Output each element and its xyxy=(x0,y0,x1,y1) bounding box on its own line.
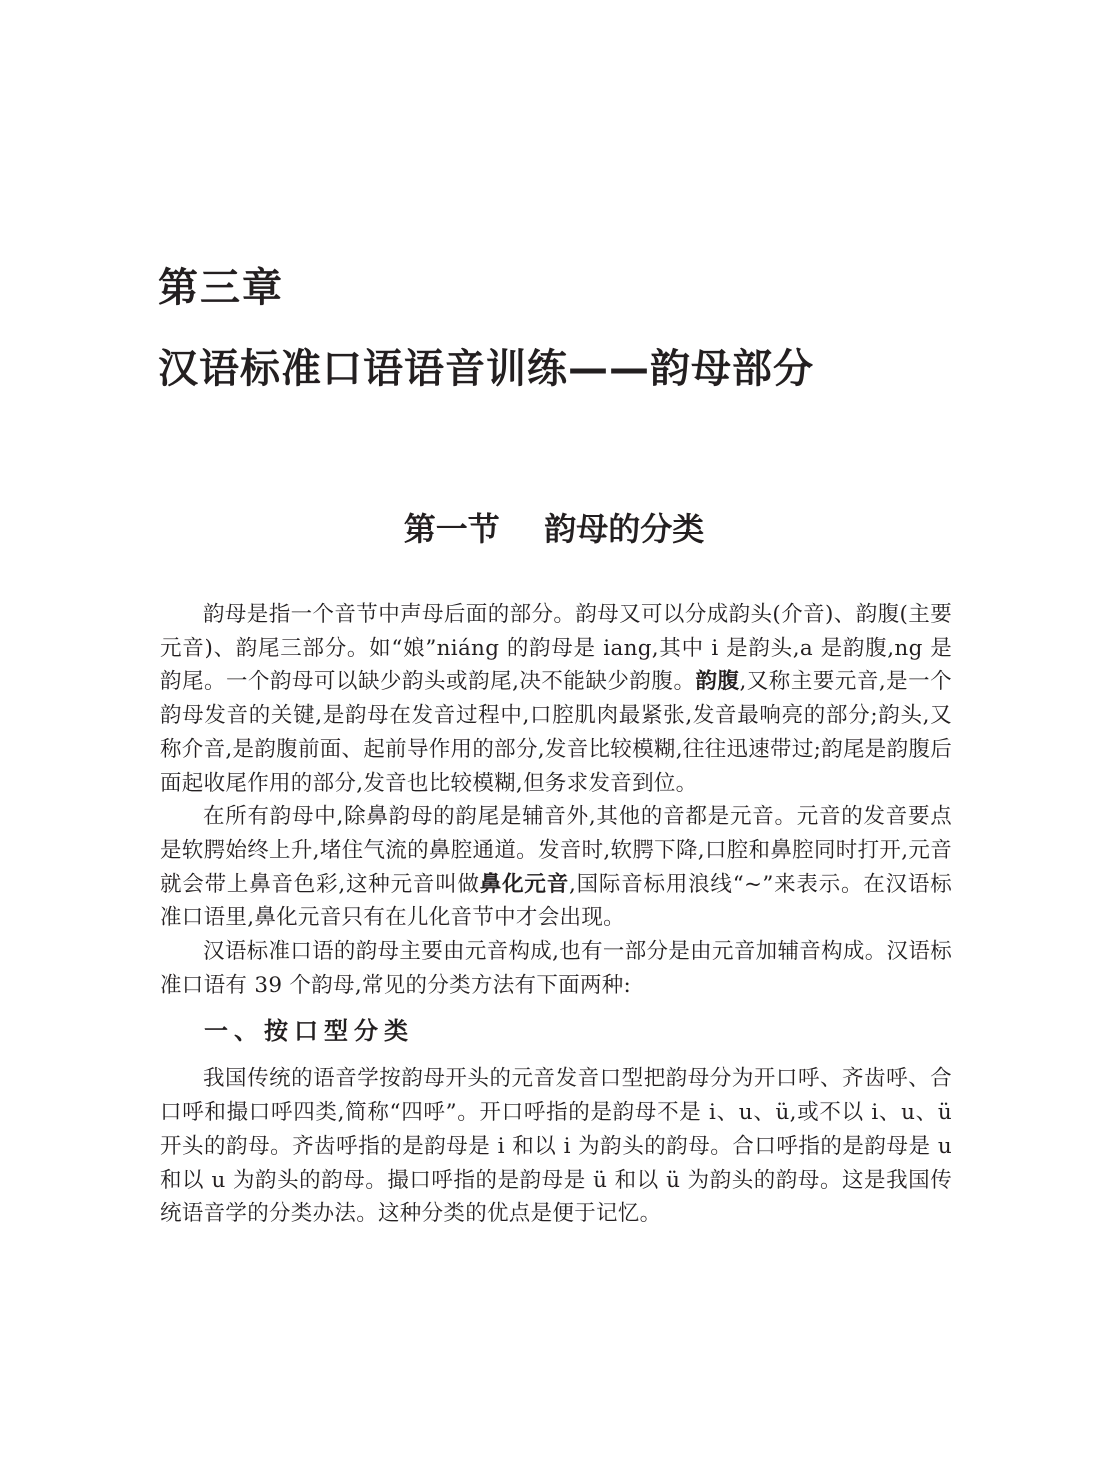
paragraph-text: ,又称主要元音,是一个韵母发音的关键,是韵母在发音过程中,口腔肌肉最紧张,发音最响亮的部分;韵头,又称介音,是韵腹前面、起前导作用的部分,发音比较模糊,往往迅速带过;韵尾是韵腹后面起收尾作用的部分,发音也比较模糊,但务求发音到位。 xyxy=(160,669,952,796)
paragraph-mouth-shape: 我国传统的语音学按韵母开头的元音发音口型把韵母分为开口呼、齐齿呼、合口呼和撮口呼四类,简称“四呼”。开口呼指的是韵母不是 i、u、ü,或不以 i、u、ü 开头的韵母。齐齿呼指的是韵母是 i 和以 i 为韵头的韵母。合口呼指的是韵母是 u 和以 u 为韵头的韵母。撮口呼指的是韵母是 ü 和以 ü 为韵头的韵母。这是我国传统语音学的分类办法。这种分类的优点是便于记忆。 xyxy=(160,1066,952,1227)
paragraph-text: 韵母是指一个音节中声母后面的部分。韵母又可以分成韵头(介音)、韵腹(主要元音)、韵尾三部分。如“娘”niáng 的韵母是 iang,其中 i 是韵头,a 是韵腹,ng 是韵尾。一个韵母可以缺少韵头或韵尾,决不能缺少韵腹。 xyxy=(160,602,952,695)
subsection-heading: 一、按口型分类 xyxy=(204,1017,414,1046)
bold-term-nasalized-vowel: 鼻化元音 xyxy=(479,871,569,897)
paragraph-definition xyxy=(160,598,952,800)
bold-term-yunfu: 韵腹 xyxy=(695,669,740,695)
paragraph-vowels xyxy=(160,800,952,935)
body-text xyxy=(160,598,952,1231)
chapter-number: 第三章 xyxy=(158,265,284,311)
paragraph-overview: 汉语标准口语的韵母主要由元音构成,也有一部分是由元音加辅音构成。汉语标准口语有 39 个韵母,常见的分类方法有下面两种: xyxy=(160,939,952,998)
paragraph-text: ,国际音标用浪线“~”来表示。在汉语标准口语里,鼻化元音只有在儿化音节中才会出现。 xyxy=(160,871,952,931)
paragraph-text: 在所有韵母中,除鼻韵母的韵尾是辅音外,其他的音都是元音。元音的发音要点是软腭始终上升,堵住气流的鼻腔通道。发音时,软腭下降,口腔和鼻腔同时打开,元音就会带上鼻音色彩,这种元音叫做 xyxy=(160,804,952,897)
chapter-title: 汉语标准口语语音训练——韵母部分 xyxy=(158,346,814,392)
section-title: 第一节 韵母的分类 xyxy=(403,510,705,548)
